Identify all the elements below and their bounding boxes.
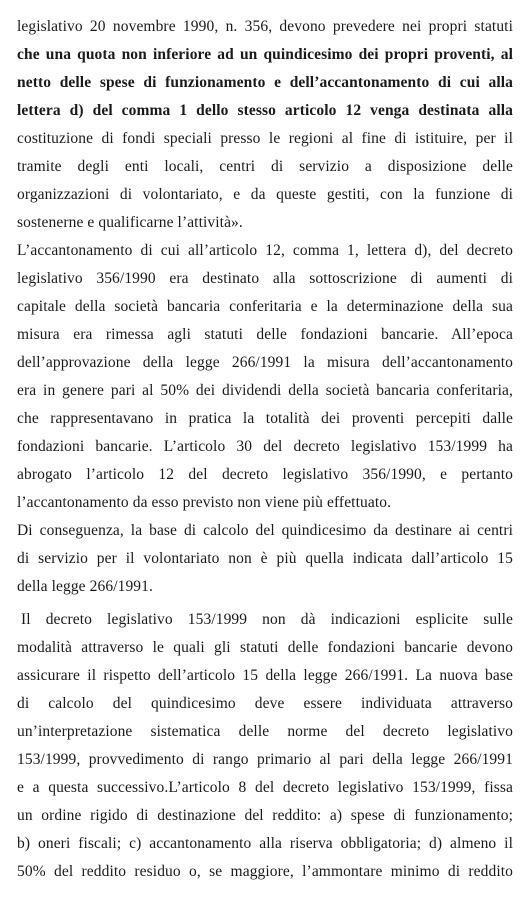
text-line: e a questa successivo.L’articolo 8 del decreto legislativo 153/1999, fissa — [17, 779, 513, 796]
text-line: modalità attraverso le quali gli statuti delle fondazioni bancarie devono — [17, 639, 513, 656]
text-line: era in genere pari al 50% dei dividendi della società bancaria conferitaria, — [17, 382, 513, 399]
text-line: l’accantonamento da esso previsto non viene più effettuato. — [17, 494, 392, 511]
text-line: b) oneri fiscali; c) accantonamento alla riserva obbligatoria; d) almeno il — [17, 835, 513, 852]
text-line: legislativo 356/1990 era destinato alla sottoscrizione di aumenti di — [17, 270, 513, 287]
text-line: un’interpretazione sistematica delle norme del decreto legislativo — [17, 723, 513, 740]
text-line: costituzione di fondi speciali presso le regioni al fine di istituire, per il — [17, 130, 513, 147]
text-line: assicurare il rispetto dell’articolo 15 della legge 266/1991. La nuova base — [17, 667, 513, 684]
text-line: di servizio per il volontariato non è più quella indicata dall’articolo 15 — [17, 550, 513, 567]
text-line: dell’approvazione della legge 266/1991 la misura dell’accantonamento — [17, 354, 513, 371]
text-line: sostenerne e qualificarne l’attività». — [17, 214, 243, 231]
text-line: abrogato l’articolo 12 del decreto legislativo 356/1990, e pertanto — [17, 466, 513, 483]
text-line: della legge 266/1991. — [17, 578, 153, 595]
text-line: tramite degli enti locali, centri di servizio a disposizione delle — [17, 158, 513, 175]
text-line: organizzazioni di volontariato, e da queste gestiti, con la funzione di — [17, 186, 513, 203]
text-line: Di conseguenza, la base di calcolo del quindicesimo da destinare ai centri — [17, 522, 513, 539]
text-line: netto delle spese di funzionamento e dell’accantonamento di cui alla — [17, 74, 513, 91]
text-line: 50% del reddito residuo o, se maggiore, l’ammontare minimo di reddito — [17, 863, 513, 880]
text-line: L’accantonamento di cui all’articolo 12, comma 1, lettera d), del decreto — [17, 242, 513, 259]
text-line: fondazioni bancarie. L’articolo 30 del decreto legislativo 153/1999 ha — [17, 438, 513, 455]
text-line: misura era rimessa agli statuti delle fondazioni bancarie. All’epoca — [17, 326, 513, 343]
text-line: che una quota non inferiore ad un quindicesimo dei propri proventi, al — [17, 46, 513, 63]
text-line: un ordine rigido di destinazione del reddito: a) spese di funzionamento; — [17, 807, 513, 824]
text-line: di calcolo del quindicesimo deve essere individuata attraverso — [17, 695, 513, 712]
text-line: che rappresentavano in pratica la totalità dei proventi percepiti dalle — [17, 410, 513, 427]
text-line: Il decreto legislativo 153/1999 non dà indicazioni esplicite sulle — [21, 611, 513, 628]
text-line: lettera d) del comma 1 dello stesso articolo 12 venga destinata alla — [17, 102, 513, 119]
text-line: 153/1999, provvedimento di rango primario al pari della legge 266/1991 — [17, 751, 513, 768]
text-line: capitale della società bancaria conferitaria e la determinazione della sua — [17, 298, 513, 315]
text-line: legislativo 20 novembre 1990, n. 356, devono prevedere nei propri statuti — [17, 18, 513, 35]
